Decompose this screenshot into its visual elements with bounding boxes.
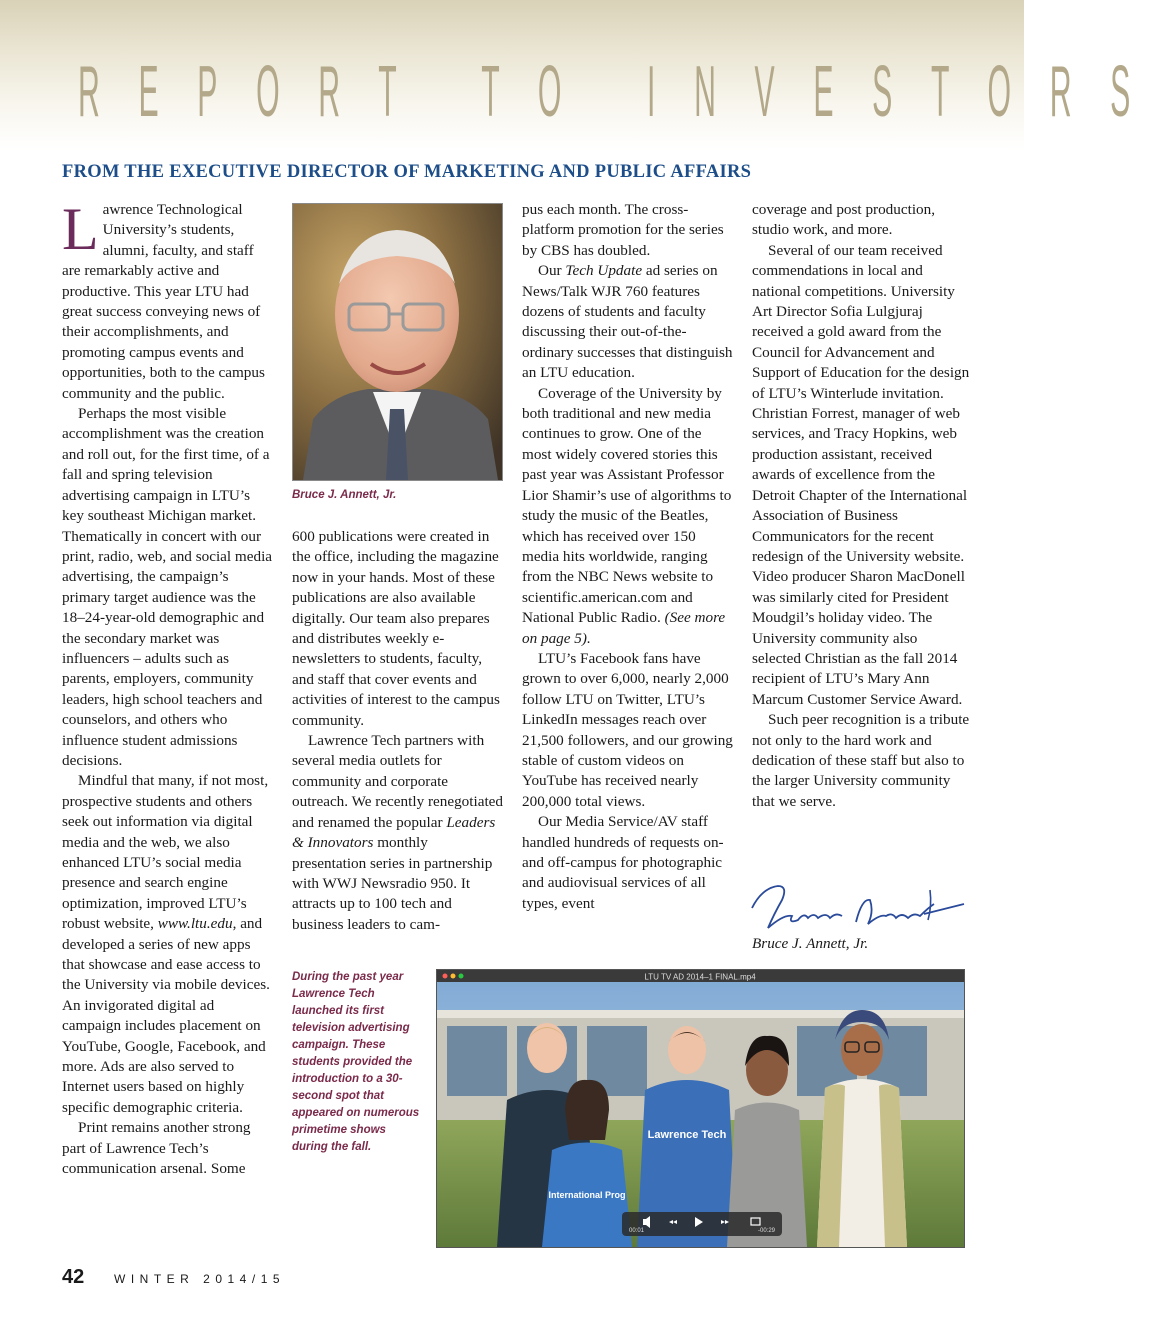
close-icon (443, 974, 448, 979)
issue-label: WINTER 2014/15 (114, 1272, 286, 1286)
portrait-illustration (293, 204, 502, 480)
website-link: www.ltu.edu (157, 915, 233, 933)
shirt-text: Lawrence Tech (647, 1129, 727, 1141)
paragraph: Lawrence Tech partners with several media outlets for community and corporate outreach. We recently renegotiated and renamed the popular Leaders & Innovators monthly presentation series in partnership with WWJ Newsradio 950. It attracts up to 100 tech and business leaders to cam- (292, 732, 504, 933)
article-column-2 (292, 527, 504, 935)
paragraph: Coverage of the University by both traditional and new media continues to grow. One of the most widely covered stories this past year was Assistant Professor Lior Shamir’s use of algorithms to study the music of the Beatles, which has received over 150 media hits worldwide, ranging from the NBC News website to scientific.american.com and National Public Radio. (See more on page 5). (522, 384, 732, 647)
banner (0, 0, 1169, 150)
page-footer (62, 1264, 462, 1294)
signature-icon (744, 878, 974, 936)
group-photo-illustration (437, 970, 964, 1247)
drop-cap: L (62, 196, 99, 262)
paragraph: Lawrence Technological University’s students, alumni, faculty, and staff are remarkably active and productive. This year LTU had great success conveying news of their accomplishments, and promoting campus events and opportunities, both to the campus community and the public. (62, 196, 265, 402)
article-column-1 (62, 196, 274, 1180)
page-number: 42 (62, 1266, 85, 1288)
paragraph: Our Media Service/AV staff handled hundreds of requests on- and off-campus for photographic and audiovisual services of all types, event (522, 813, 724, 912)
portrait-photo (292, 203, 503, 481)
article-column-4 (752, 200, 970, 812)
time-elapsed: 00:01 (629, 1228, 645, 1234)
group-photo-caption: During the past year Lawrence Tech launched its first television advertising campaign. These students provided the introduction to a 30-second spot that appeared on numerous primetime shows during the fall. (292, 971, 420, 1153)
paragraph: Several of our team received commendations in local and national competitions. University Art Director Sofia Lulgjuraj received a gold award from the Council for Advancement and Support of Education for the design of LTU’s Winterlude invitation. Christian Forrest, manager of web services, and Tracy Hopkins, web production assistant, received awards of excellence from the Detroit Chapter of the International Association of Business Communicators for the recent redesign of the University website. Video producer Sharon MacDonell was similarly cited for President Moudgil’s holiday video. The University community also selected Christian as the fall 2014 recipient of LTU’s Mary Ann Marcum Customer Service Award. (752, 241, 970, 708)
minimize-icon (451, 974, 456, 979)
portrait-caption: Bruce J. Annett, Jr. (292, 489, 397, 501)
paragraph: 600 publications were created in the office, including the magazine now in your hands. Most of these publications are also available digitally. Our team also prepares and distributes weekly e-newsletters to students, faculty, and staff that cover events and activities of interest to the campus community. (292, 528, 500, 729)
signature-name: Bruce J. Annett, Jr. (752, 935, 869, 952)
article-column-3 (522, 200, 734, 914)
paragraph: pus each month. The cross-platform promotion for the series by CBS has doubled. (522, 201, 724, 259)
paragraph: Print remains another strong part of Lawrence Tech’s communication arsenal. Some (62, 1119, 251, 1178)
group-photo (436, 969, 965, 1248)
paragraph: Mindful that many, if not most, prospective students and others seek out information via digital media and the web, we also enhanced LTU’s social media presence and search engine optimization, improved LTU’s robust website, www.ltu.edu, and developed a series of new apps that showcase and ease access to the University via mobile devices. An invigorated digital ad campaign includes placement on YouTube, Google, Facebook, and more. Ads are also served to Internet users based on highly specific demographic criteria. (62, 772, 270, 1116)
time-remaining: -00:29 (757, 1228, 775, 1234)
paragraph: LTU’s Facebook fans have grown to over 6,000, nearly 2,000 follow LTU on Twitter, LTU’s LinkedIn messages reach over 21,500 followers, and our growing stable of custom videos on YouTube has received nearly 200,000 total views. (522, 649, 733, 810)
shirt-text: International Prog (548, 1190, 626, 1200)
banner-title: REPORT TO INVESTORS (78, 52, 1169, 132)
paragraph: Such peer recognition is a tribute not only to the hard work and dedication of these staff but also to the larger University community that we serve. (752, 711, 970, 810)
video-window-title: LTU TV AD 2014–1 FINAL.mp4 (644, 972, 756, 982)
paragraph: Our Tech Update ad series on News/Talk WJR 760 features dozens of students and faculty discussing their out-of-the-ordinary successes that distinguish an LTU education. (522, 262, 733, 382)
zoom-icon (459, 974, 464, 979)
article-heading: FROM THE EXECUTIVE DIRECTOR OF MARKETING AND PUBLIC AFFAIRS (62, 162, 752, 182)
paragraph: coverage and post production, studio work, and more. (752, 201, 936, 239)
paragraph: Perhaps the most visible accomplishment was the creation and roll out, for the first time, of a fall and spring television advertising campaign in LTU’s key southeast Michigan market. Thematically in concert with our print, radio, web, and social media advertising, the campaign’s primary target audience was the 18–24-year-old demographic and the secondary market was influencers – adults such as parents, employers, community leaders, high school teachers and counselors, and others who influence student admissions decisions. (62, 405, 273, 769)
